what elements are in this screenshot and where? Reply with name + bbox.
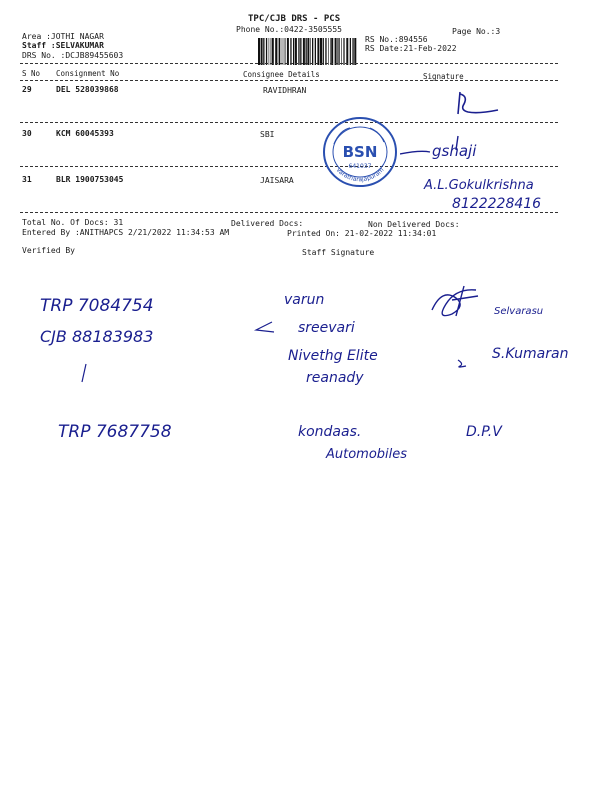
- barcode-bar: [269, 38, 270, 65]
- barcode-bar: [266, 38, 267, 65]
- drs-number: DRS No. :DCJB89455603: [22, 51, 124, 60]
- staff: Staff :SELVAKUMAR: [22, 41, 104, 50]
- divider: [20, 212, 558, 213]
- barcode-bar: [275, 38, 277, 65]
- barcode-bar: [282, 38, 283, 65]
- barcode-bar: [346, 38, 348, 65]
- stamp-center-text: BSN: [342, 143, 378, 161]
- barcode-bar: [310, 38, 311, 65]
- barcode-bar: [284, 38, 285, 65]
- delivered-docs: Delivered Docs:: [231, 219, 304, 228]
- signature-row-29: [452, 88, 502, 118]
- barcode-bar: [341, 38, 342, 65]
- barcode-bar: [293, 38, 294, 65]
- printed-on: Printed On: 21-02-2022 11:34:01: [287, 229, 437, 238]
- barcode-bar: [323, 38, 324, 65]
- barcode-bar: [335, 38, 337, 65]
- barcode-bar: [279, 38, 280, 65]
- barcode-bar: [317, 38, 319, 65]
- area: Area :JOTHI NAGAR: [22, 32, 104, 41]
- barcode-bar: [278, 38, 279, 65]
- barcode-bar: [344, 38, 345, 65]
- barcode: [257, 38, 357, 65]
- barcode-bar: [354, 38, 356, 65]
- rs-date: RS Date:21-Feb-2022: [365, 44, 457, 53]
- column-header-consignee: Consignee Details: [243, 70, 320, 79]
- divider: [20, 80, 558, 81]
- row-30-sno: 30: [22, 129, 32, 138]
- total-docs: Total No. Of Docs: 31: [22, 218, 124, 227]
- page-number: Page No.:3: [452, 27, 501, 36]
- barcode-bar: [307, 38, 309, 65]
- barcode-bar: [331, 38, 333, 65]
- non-delivered-docs: Non Delivered Docs:: [368, 220, 460, 229]
- document-title: TPC/CJB DRS - PCS: [248, 14, 341, 24]
- barcode-bar: [303, 38, 305, 65]
- row-29-consignee: RAVIDHRAN: [263, 86, 307, 95]
- handwritten-name-5: kondaas.: [298, 424, 362, 440]
- row-31-consignment: BLR 1900753045: [56, 175, 124, 184]
- signature-row-31-phone: 8122228416: [452, 196, 542, 212]
- barcode-bar: [285, 38, 286, 65]
- handwritten-name-6: Automobiles: [326, 447, 408, 462]
- handwritten-name-4: reanady: [306, 370, 364, 386]
- signature-row-30-text: gshaji: [432, 142, 477, 160]
- post-office-stamp: [318, 114, 402, 190]
- handwritten-name-3: Nivethg Elite: [288, 348, 378, 364]
- barcode-bar: [350, 38, 351, 65]
- signature-a-mark: [428, 282, 490, 324]
- handwritten-mark: [252, 318, 278, 338]
- barcode-bar: [272, 38, 274, 65]
- verified-by: Verified By: [22, 246, 75, 255]
- handwritten-note-2: CJB 88183983: [40, 327, 154, 346]
- signature-b: S.Kumaran: [492, 346, 569, 362]
- barcode-bar: [287, 38, 289, 65]
- barcode-bar: [258, 38, 260, 65]
- handwritten-name-2: sreevari: [298, 320, 355, 336]
- handwritten-name-1: varun: [284, 292, 325, 308]
- barcode-bar: [261, 38, 263, 65]
- barcode-bar: [298, 38, 299, 65]
- barcode-bar: [330, 38, 331, 65]
- row-31-consignee: JAISARA: [260, 176, 294, 185]
- row-30-consignment: KCM 60045393: [56, 129, 114, 138]
- barcode-bar: [328, 38, 329, 65]
- barcode-bar: [343, 38, 344, 65]
- row-divider: [20, 122, 558, 123]
- rs-number: RS No.:894556: [365, 35, 428, 44]
- barcode-bar: [312, 38, 313, 65]
- entered-by: Entered By :ANITHAPCS 2/21/2022 11:34:53 AM: [22, 228, 230, 237]
- handwritten-note-3: TRP 7687758: [58, 422, 172, 442]
- divider: [20, 63, 558, 64]
- barcode-bar: [325, 38, 326, 65]
- barcode-bar: [271, 38, 272, 65]
- phone-number: Phone No.:0422-3505555: [236, 25, 342, 34]
- barcode-bar: [320, 38, 322, 65]
- row-31-sno: 31: [22, 175, 32, 184]
- barcode-bar: [263, 38, 264, 65]
- column-header-signature: Signature: [423, 72, 464, 81]
- row-29-sno: 29: [22, 85, 32, 94]
- row-30-consignee: SBI: [260, 130, 275, 139]
- staff-signature-label: Staff Signature: [302, 248, 375, 257]
- barcode-bar: [352, 38, 353, 65]
- column-header-consignment: Consignment No: [56, 69, 120, 78]
- barcode-bar: [295, 38, 297, 65]
- barcode-bar: [290, 38, 291, 65]
- signature-c: D.P.V: [466, 424, 502, 440]
- signature-row-31-name: A.L.Gokulkrishna: [424, 178, 534, 193]
- barcode-bar: [337, 38, 338, 65]
- signature-b-mark: [456, 358, 468, 368]
- stamp-pin: 641037: [348, 163, 372, 170]
- barcode-bar: [306, 38, 307, 65]
- row-29-consignment: DEL 528039868: [56, 85, 119, 94]
- barcode-bar: [300, 38, 301, 65]
- handwritten-note-1: TRP 7084754: [40, 296, 154, 316]
- column-header-sno: S No: [22, 69, 41, 78]
- barcode-bar: [338, 38, 339, 65]
- stamp-office-name: Varatharajapuram: [334, 166, 386, 184]
- signature-a: Selvarasu: [494, 306, 544, 317]
- handwritten-mark: [78, 362, 92, 384]
- barcode-bar: [315, 38, 316, 65]
